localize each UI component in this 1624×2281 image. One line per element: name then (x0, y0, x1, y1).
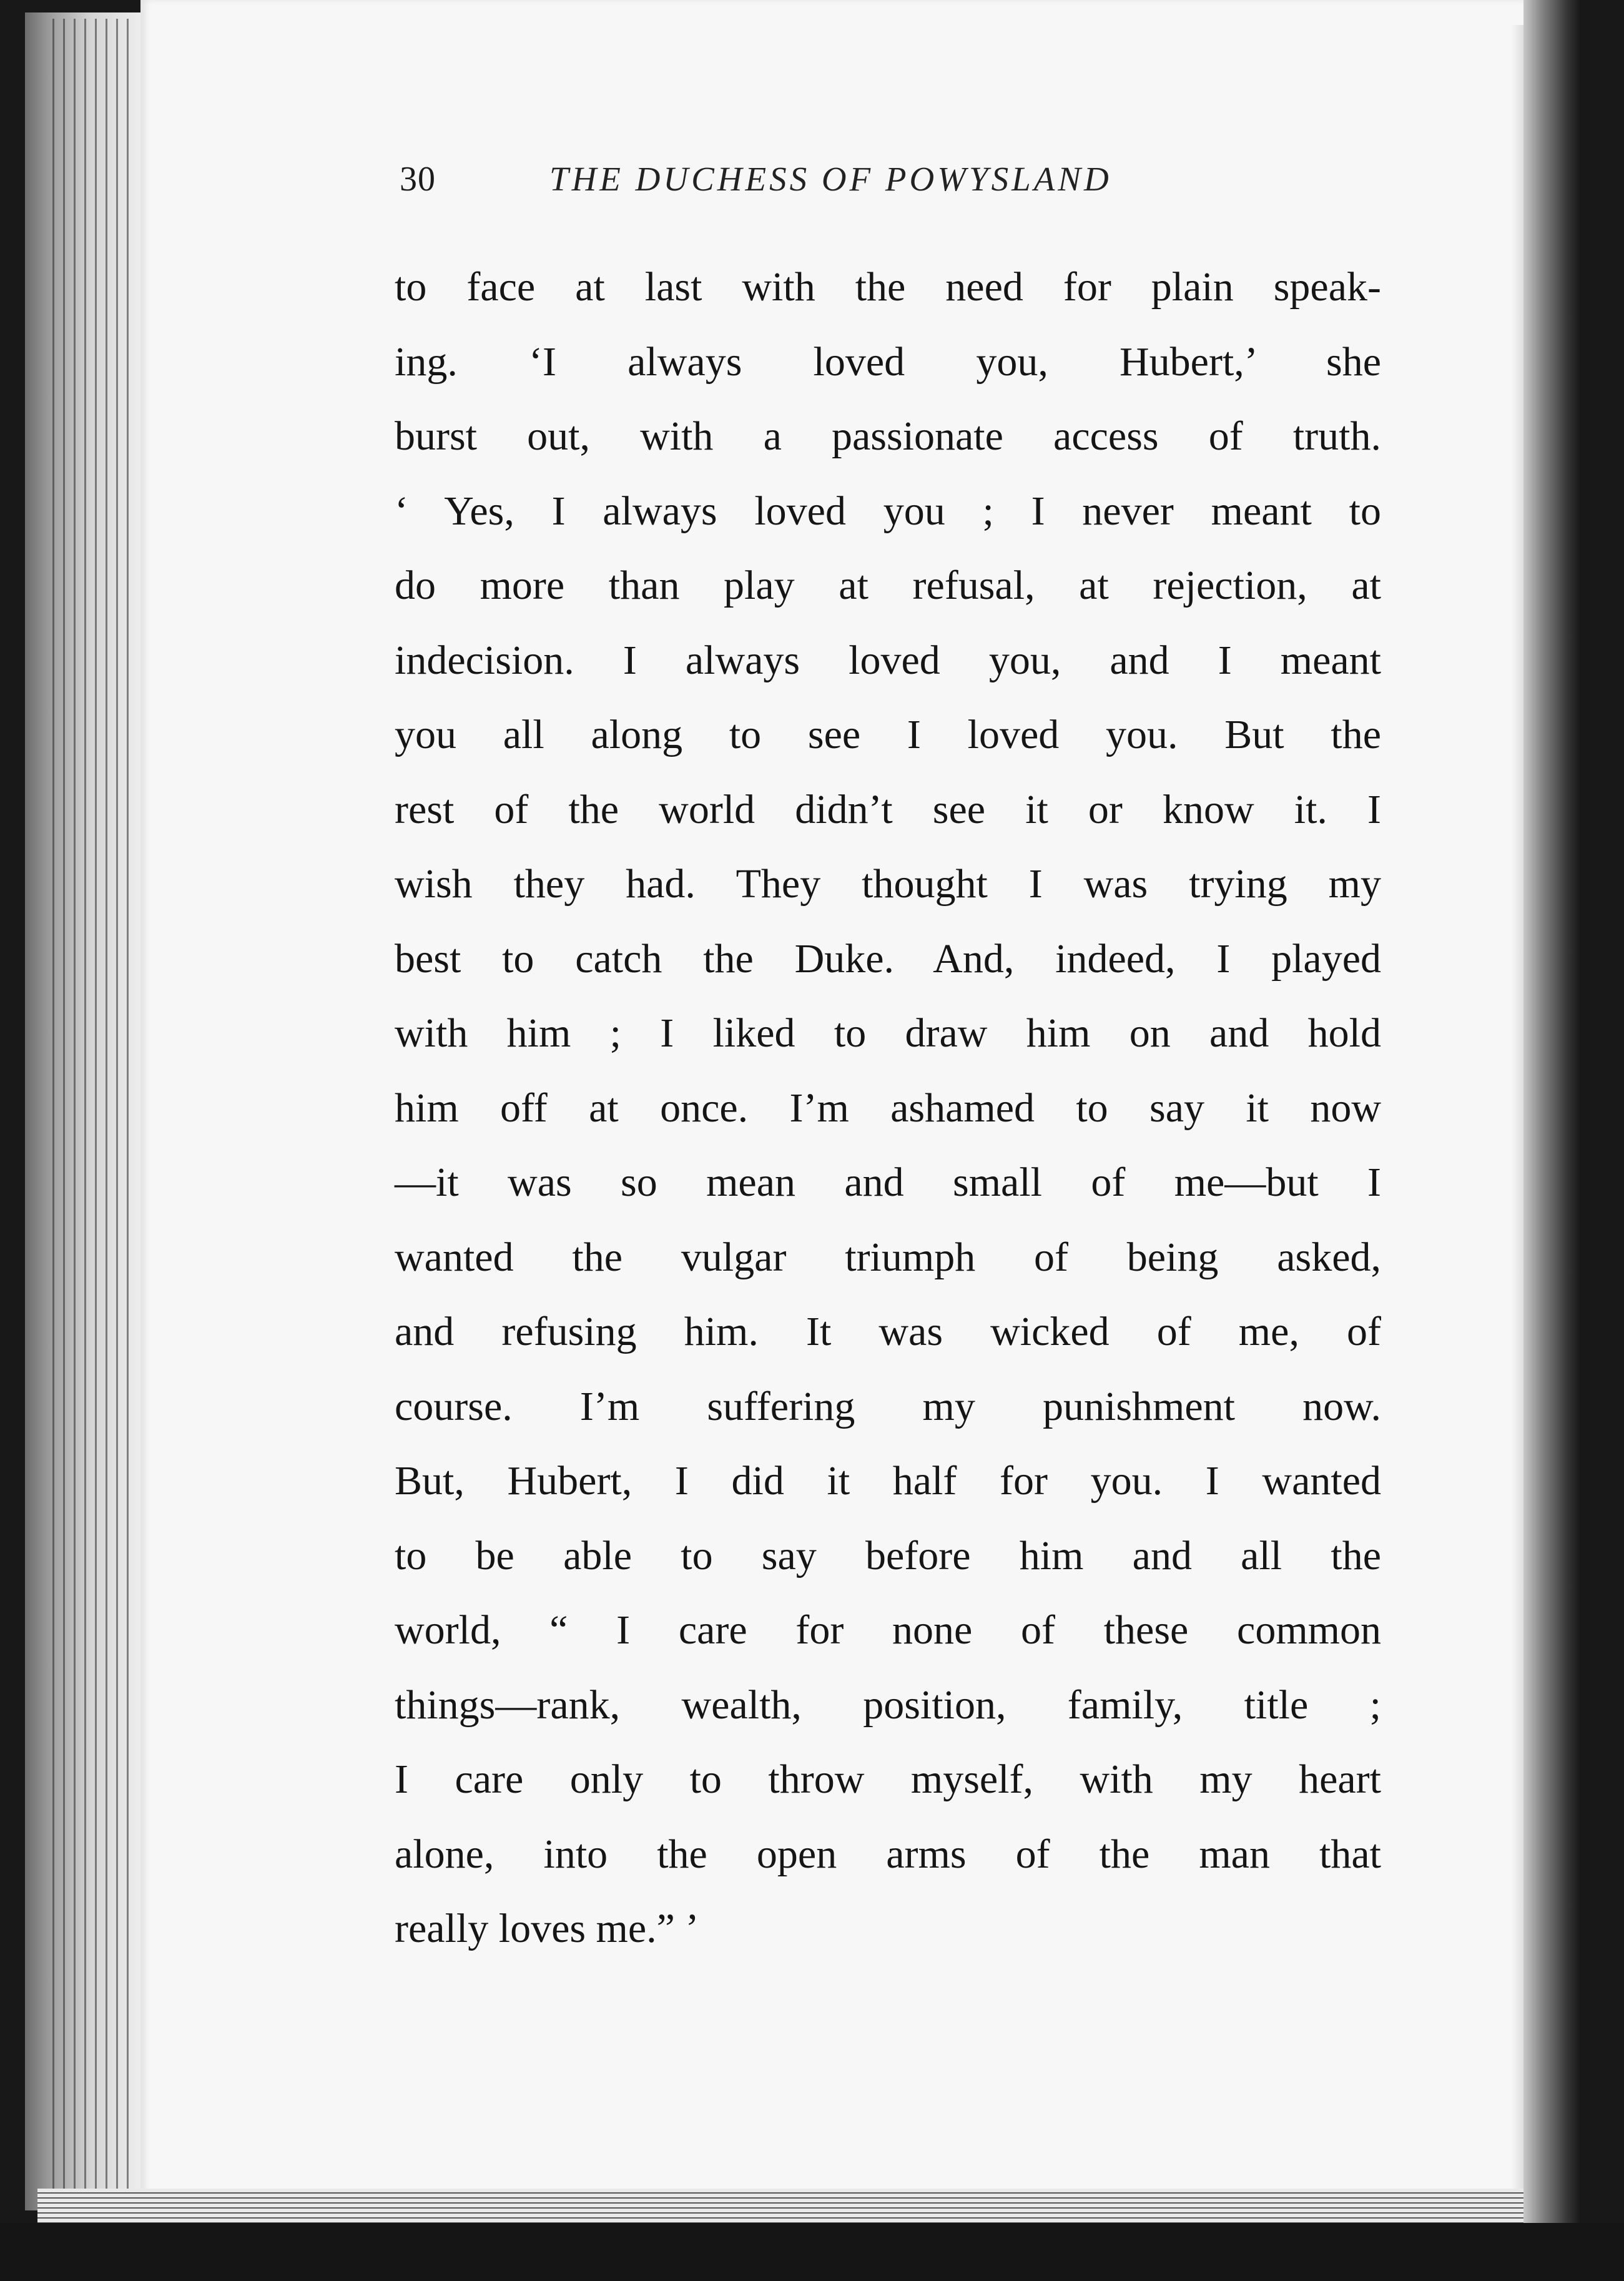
text-line: ‘ Yes, I always loved you ; I never meant to (395, 488, 1381, 534)
text-line: world, “ I care for none of these common (395, 1607, 1381, 1653)
page-number: 30 (400, 160, 436, 199)
text-line: wanted the vulgar triumph of being asked, (395, 1234, 1381, 1280)
text-line: with him ; I liked to draw him on and hold (395, 1010, 1381, 1056)
text-line: to be able to say before him and all the (395, 1532, 1381, 1579)
text-line: course. I’m suffering my punishment now. (395, 1383, 1381, 1429)
text-line: things—rank, wealth, position, family, title ; (395, 1682, 1381, 1728)
text-line: ing. ‘I always loved you, Hubert,’ she (395, 338, 1381, 385)
text-line: indecision. I always loved you, and I meant (395, 637, 1381, 683)
text-line: But, Hubert, I did it half for you. I wanted (395, 1458, 1381, 1504)
text-line: —it was so mean and small of me—but I (395, 1160, 1381, 1205)
running-title: THE DUCHESS OF POWYSLAND (549, 160, 1112, 198)
page-bottom-stack (37, 2189, 1523, 2226)
text-line: do more than play at refusal, at rejection, at (395, 563, 1381, 608)
text-line: him off at once. I’m ashamed to say it now (395, 1085, 1381, 1131)
text-line: you all along to see I loved you. But the (395, 712, 1381, 757)
text-line: and refusing him. It was wicked of me, of (395, 1309, 1381, 1354)
text-line: alone, into the open arms of the man that (395, 1831, 1381, 1877)
text-line: wish they had. They thought I was trying my (395, 861, 1381, 907)
text-line: rest of the world didn’t see it or know it. I (395, 786, 1381, 832)
text-line: best to catch the Duke. And, indeed, I played (395, 935, 1381, 982)
running-head (400, 159, 1230, 209)
body-text (395, 250, 1381, 1966)
text-line: really loves me.” ’ (395, 1906, 699, 1951)
page-bottom-shadow (0, 2223, 1624, 2281)
book-spine-edge (1523, 0, 1580, 2223)
text-line: I care only to throw myself, with my heart (395, 1756, 1381, 1802)
page-stack-lines (44, 19, 137, 2204)
text-line: to face at last with the need for plain speak- (395, 264, 1381, 310)
text-line: burst out, with a passionate access of truth. (395, 413, 1381, 459)
